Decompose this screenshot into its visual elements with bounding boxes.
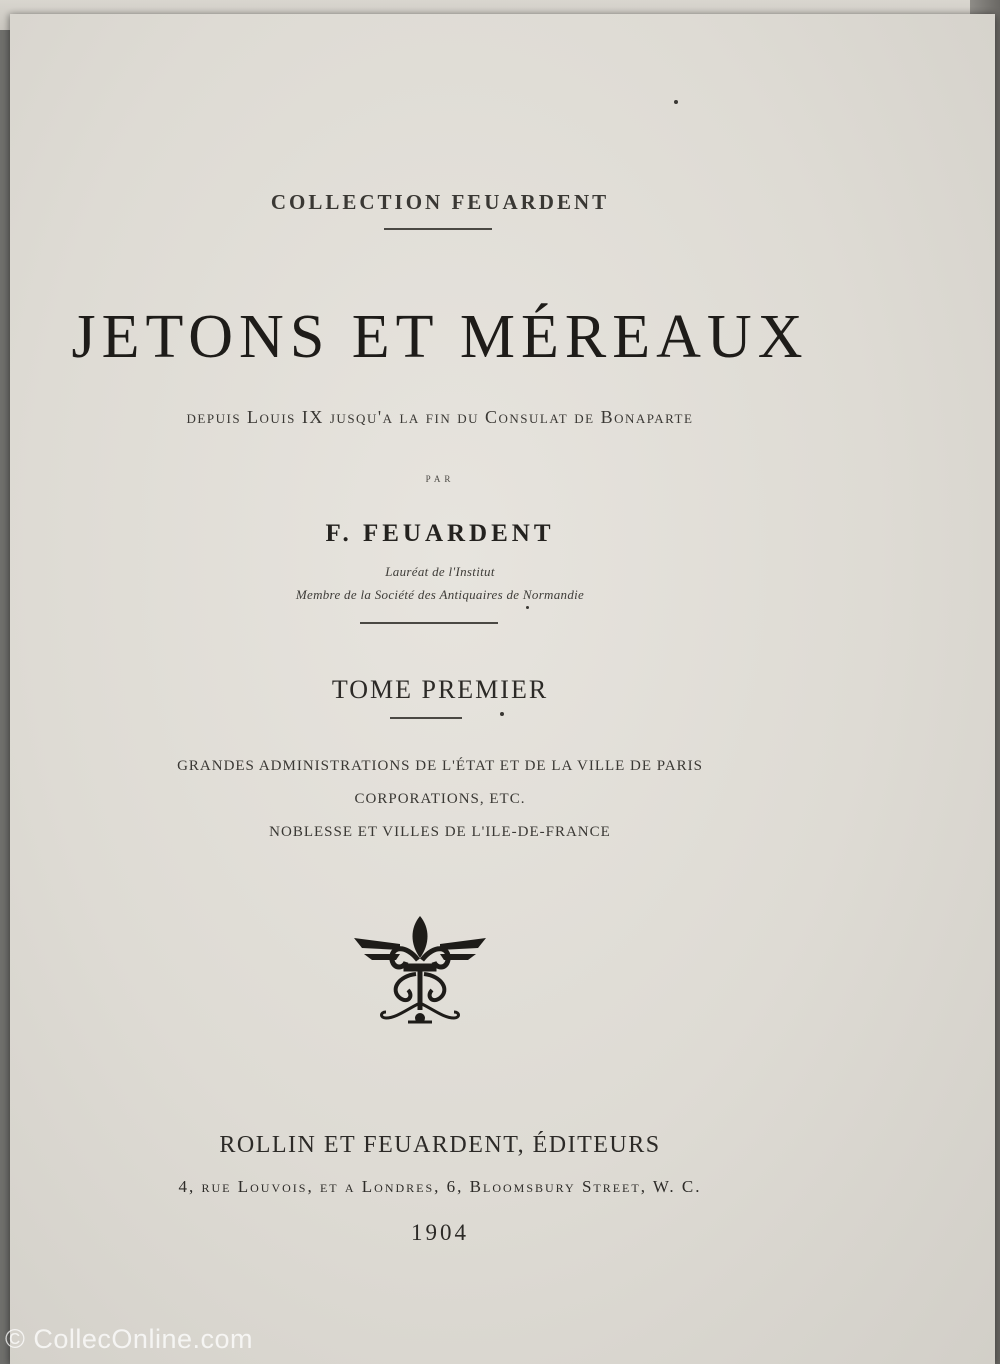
paper-speck <box>674 100 678 104</box>
watermark: © CollecOnline.com <box>5 1324 253 1354</box>
book-subtitle: depuis Louis IX jusqu'a la fin du Consulat de Bonaparte <box>186 407 694 427</box>
author-name: F. FEUARDENT <box>325 520 555 547</box>
paper-speck <box>526 606 529 609</box>
volume-label: TOME PREMIER <box>331 675 549 704</box>
contents-line: GRANDES ADMINISTRATIONS DE L'ÉTAT ET DE LA VILLE DE PARIS <box>177 758 703 774</box>
publication-year: 1904 <box>411 1220 469 1245</box>
author-credential: Membre de la Société des Antiquaires de Normandie <box>295 587 585 602</box>
book-title: JETONS ET MÉREAUX <box>71 303 809 371</box>
rule-collection <box>384 228 492 230</box>
rule-volume <box>390 717 462 719</box>
contents-line: NOBLESSE ET VILLES DE L'ILE-DE-FRANCE <box>269 824 611 840</box>
paper-speck <box>500 712 504 716</box>
title-page <box>10 14 995 1364</box>
rule-author <box>360 622 498 624</box>
fleur-de-lis-icon <box>350 914 490 1029</box>
author-credential: Lauréat de l'Institut <box>385 564 495 579</box>
contents-line: CORPORATIONS, ETC. <box>354 791 526 807</box>
par-label: PAR <box>425 474 455 484</box>
collection-name: COLLECTION FEUARDENT <box>270 190 610 214</box>
publisher-address: 4, rue Louvois, et a Londres, 6, Bloomsbury Street, W. C. <box>178 1177 702 1196</box>
publisher-name: ROLLIN ET FEUARDENT, ÉDITEURS <box>219 1132 661 1158</box>
